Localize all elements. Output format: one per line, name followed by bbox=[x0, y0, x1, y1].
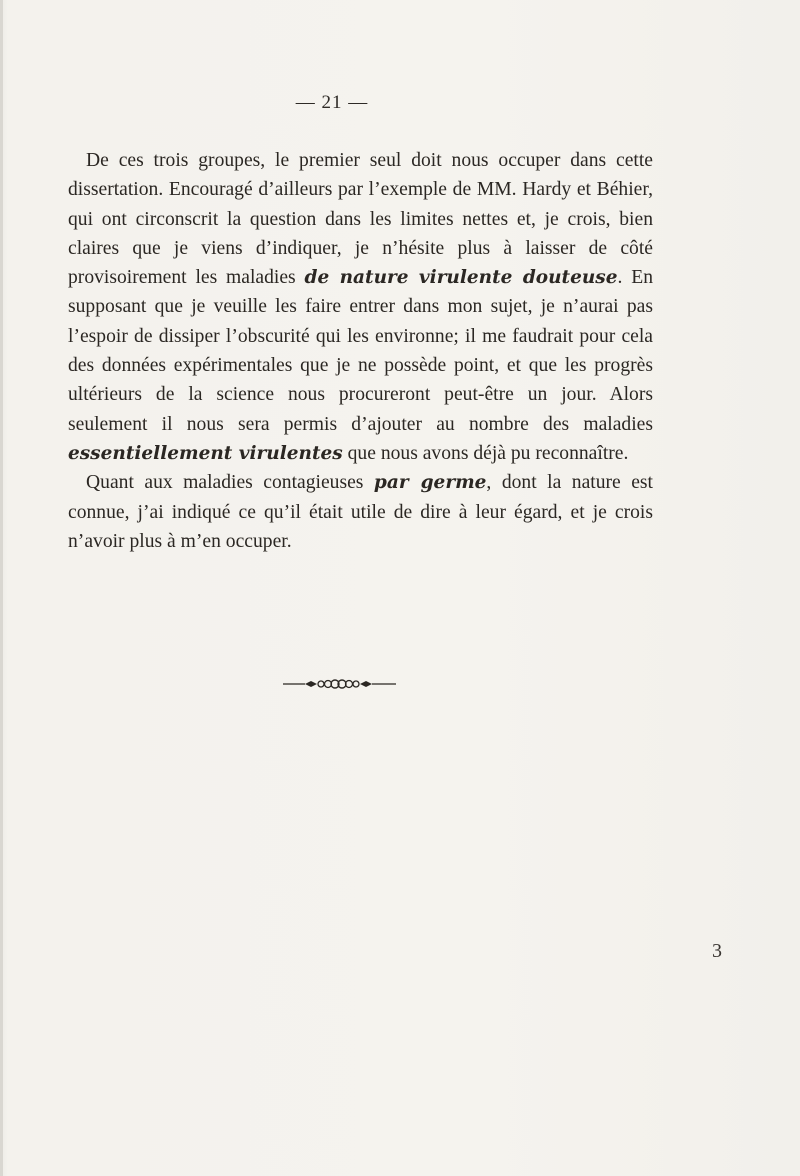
emphasis-nature-virulente-douteuse: de nature virulente douteuse bbox=[304, 267, 618, 289]
emphasis-par-germe: par germe bbox=[373, 472, 487, 494]
paragraph-1 bbox=[68, 146, 653, 468]
paragraph-2-text-a: Quant aux maladies contagieuses bbox=[86, 472, 374, 494]
paragraph-1-text-c: que nous avons déjà pu reconnaître. bbox=[342, 442, 629, 464]
paragraph-1-text-a: De ces trois groupes, le premier seul doit nous occuper dans cette dissertation. Encouragé d’ailleurs par l’exemple de MM. Hardy et Béhier, qui ont circonscrit la question dans les limites nettes et, je crois, bien claires que je viens d’indiquer, je n’hésite plus à laisser de côté provisoirement les maladies bbox=[68, 150, 653, 289]
page-number: — 21 — bbox=[295, 92, 369, 113]
paragraph-2 bbox=[68, 468, 653, 556]
emphasis-essentiellement-virulentes: essentiellement virulentes bbox=[68, 442, 343, 464]
ornament-divider-icon bbox=[283, 676, 396, 692]
paragraph-1-text-b: . En supposant que je veuille les faire entrer dans mon sujet, je n’aurai pas l’espoir de dissiper l’obscurité qui les environne; il me faudrait pour cela des données expérimentales que je ne possède point, et que les progrès ultérieurs de la science nous procureront peut-être un jour. Alors seulement il nous sera permis d’ajouter au nombre des maladies bbox=[68, 267, 653, 435]
page-edge bbox=[0, 0, 3, 1176]
body-text bbox=[68, 146, 653, 556]
paragraph-2-text-b: , dont la nature est connue, j’ai indiqué ce qu’il était utile de dire à leur égard, et je crois n’avoir plus à m’en occuper. bbox=[68, 472, 653, 552]
signature-mark: 3 bbox=[712, 940, 722, 962]
